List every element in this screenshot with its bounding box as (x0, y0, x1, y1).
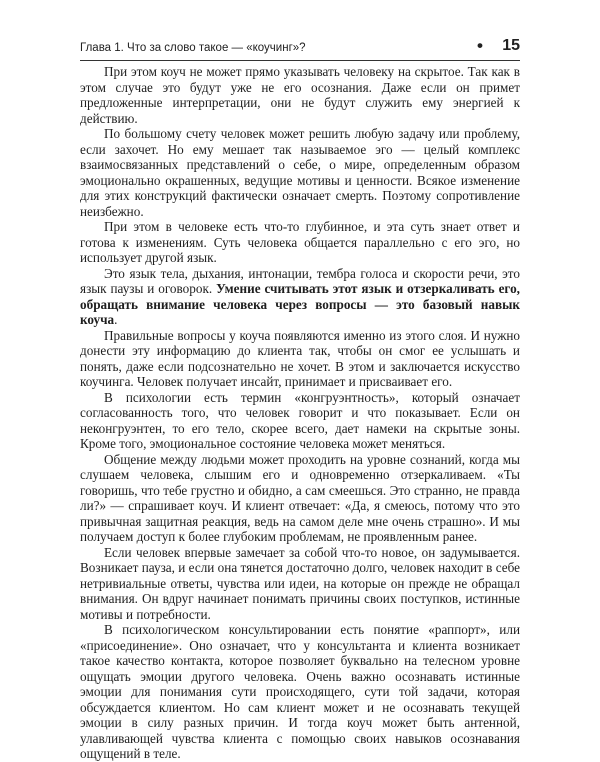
paragraph: Общение между людьми может проходить на уровне сознаний, когда мы слушаем человека, слышим его и одновременно отзеркаливаем. «Ты говоришь, что тебе грустно и обидно, а сам смеешься. Это странно, не правда ли?» — спрашивает коуч. И клиент отвечает: «Да, я смеюсь, потому что это привычная защитная реакция, ведь на самом деле мне очень страшно». И мы получаем доступ к более глубоким проблемам, не проявленным ранее. (80, 451, 520, 544)
body-text (80, 64, 520, 762)
header-bullet: • (477, 36, 483, 55)
paragraph: Если человек впервые замечает за собой что-то новое, он задумывается. Возникает пауза, и если она тянется достаточно долго, человек находит в себе нетривиальные ответы, чувства или идеи, на которые он прежде не обращал внимания. Он вдруг начинает понимать причины своих поступков, истинные мотивы и потребности. (80, 544, 520, 622)
page-number: 15 (502, 37, 520, 54)
paragraph: В психологическом консультировании есть понятие «раппорт», или «присоединение». Оно означает, что у консультанта и клиента возникает такое качество контакта, которое позволяет буквально на телесном уровне ощущать эмоции другого человека. Очень важно осознавать истинные эмоции для понимания сути происходящего, сути той задачи, которая обсуждается клиентом. Но сам клиент может и не осознавать текущей эмоции в силу разных причин. И тогда коуч может быть антенной, улавливающей чувства клиента с помощью своих навыков осознавания ощущений в теле. (80, 622, 520, 761)
emphasis: Умение считывать этот язык и отзеркаливать его, обращать внимание человека через вопросы — это базовый навык коуча (80, 281, 520, 327)
paragraph: При этом коуч не может прямо указывать человеку на скрытое. Так как в этом случае это будут уже не его осознания. Даже если он примет предложенные интерпретации, они не будут служить ему энергией к действию. (80, 64, 520, 126)
running-header (80, 36, 520, 58)
paragraph: Правильные вопросы у коуча появляются именно из этого слоя. И нужно донести эту информацию до клиента так, чтобы он смог ее услышать и понять, даже если подсознательно не хочет. В этом и заключается искусство коучинга. Человек получает инсайт, принимает и присваивает его. (80, 327, 520, 389)
paragraph: При этом в человеке есть что-то глубинное, и эта суть знает ответ и готова к изменениям. Суть человека общается параллельно с его эго, но использует другой язык. (80, 219, 520, 265)
paragraph: Это язык тела, дыхания, интонации, тембра голоса и скорости речи, это язык паузы и оговорок. Умение считывать этот язык и отзеркаливать его, обращать внимание человека через вопросы — это базовый навык коуча. (80, 265, 520, 327)
paragraph: В психологии есть термин «конгруэнтность», который означает согласованность того, что человек говорит и что показывает. Если он неконгруэнтен, то его тело, скорее всего, дает намеки на скрытые зоны. Кроме того, эмоциональное состояние человека может меняться. (80, 389, 520, 451)
header-rule (80, 60, 520, 61)
paragraph: По большому счету человек может решить любую задачу или проблему, если захочет. Но ему мешает так называемое эго — целый комплекс взаимосвязанных представлений о себе, о мире, определенным образом эмоционально окрашенных, ведущие мотивы и ценности. Всякое изменение для этих конструкций фактически означает смерть. Поэтому сопротивление неизбежно. (80, 126, 520, 219)
chapter-title: Глава 1. Что за слово такое — «коучинг»? (80, 42, 306, 54)
